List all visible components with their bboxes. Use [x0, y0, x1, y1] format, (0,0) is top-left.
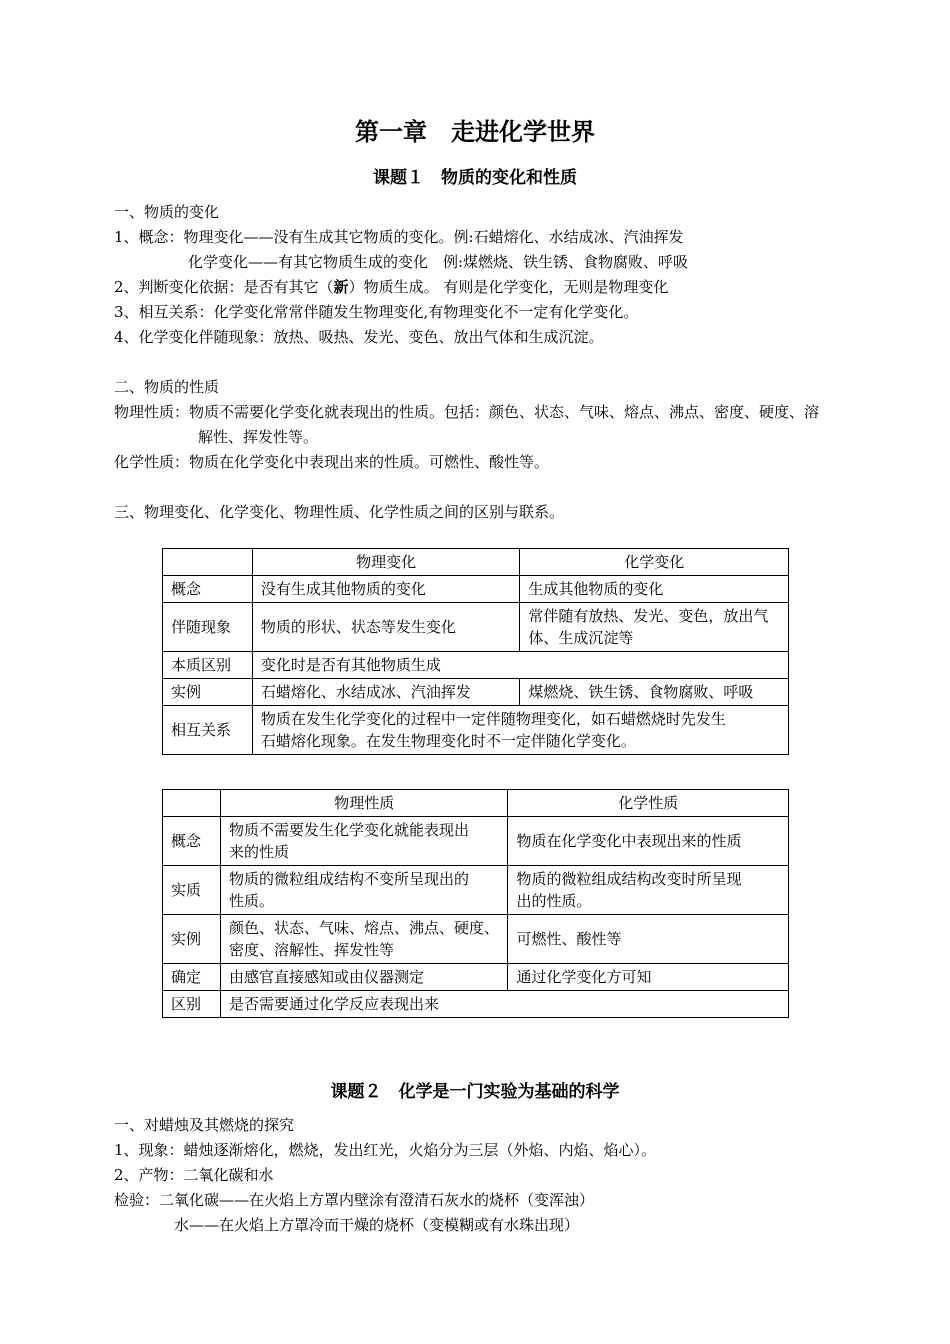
section-1-heading: 一、物质的变化	[114, 203, 220, 221]
table-header-cell: 物理变化	[252, 549, 520, 576]
table-header-cell	[163, 790, 221, 817]
cell-line: 石蜡熔化现象。在发生物理变化时不一定伴随化学变化。	[260, 732, 636, 750]
section-2-line-2: 化学性质：物质在化学变化中表现出来的性质。可燃性、酸性等。	[114, 453, 550, 471]
lesson-2-line-5: 水——在火焰上方罩冷而干燥的烧杯（变模糊或有水珠出现）	[174, 1216, 580, 1234]
property-comparison-table	[162, 789, 789, 1018]
table-cell: 实例	[163, 915, 221, 964]
table-row	[163, 915, 789, 964]
lesson-2-title: 课题２ 化学是一门实验为基础的科学	[330, 1082, 620, 1102]
lesson-2-line-2: 1、现象：蜡烛逐渐熔化，燃烧，发出红光，火焰分为三层（外焰、内焰、焰心）。	[114, 1141, 657, 1159]
table-header-cell: 化学性质	[508, 790, 789, 817]
change-comparison-table	[162, 548, 789, 755]
table-cell: 区别	[163, 991, 221, 1018]
table-cell: 煤燃烧、铁生锈、食物腐败、呼吸	[520, 679, 789, 706]
lesson-2-line-4: 检验：二氧化碳——在火焰上方罩内壁涂有澄清石灰水的烧杯（变浑浊）	[114, 1191, 595, 1209]
cell-line: 物质在发生化学变化的过程中一定伴随物理变化，如石蜡燃烧时先发生	[260, 710, 726, 728]
table-cell	[252, 706, 788, 755]
table-cell	[220, 866, 508, 915]
table-row	[163, 706, 789, 755]
section-1-line-3: 3、相互关系：化学变化常常伴随发生物理变化,有物理变化不一定有化学变化。	[114, 303, 639, 321]
cell-line: 物质不需要发生化学变化就能表现出	[228, 821, 469, 839]
section-3-heading: 三、物理变化、化学变化、物理性质、化学性质之间的区别与联系。	[114, 503, 565, 521]
cell-line: 体、生成沉淀等	[528, 629, 634, 647]
lesson-1-title: 课题１ 物质的变化和性质	[373, 168, 577, 188]
section-2-line-1b: 解性、挥发性等。	[198, 428, 319, 446]
table-cell	[508, 866, 789, 915]
table-row	[163, 991, 789, 1018]
section-2-line-1: 物理性质：物质不需要化学变化就表现出的性质。包括：颜色、状态、气味、熔点、沸点、密度、硬度、溶	[114, 403, 820, 421]
cell-line: 性质。	[228, 892, 274, 910]
table-cell: 确定	[163, 964, 221, 991]
table-row	[163, 603, 789, 652]
table-row	[163, 652, 789, 679]
table-header-cell: 化学变化	[520, 549, 789, 576]
table-cell	[220, 915, 508, 964]
table-header-cell: 物理性质	[220, 790, 508, 817]
cell-line: 出的性质。	[516, 892, 592, 910]
table-cell: 概念	[163, 576, 253, 603]
table-header-cell	[163, 549, 253, 576]
table-cell: 本质区别	[163, 652, 253, 679]
table-cell: 实质	[163, 866, 221, 915]
table-cell: 是否需要通过化学反应表现出来	[220, 991, 788, 1018]
table-cell	[520, 603, 789, 652]
table-row	[163, 679, 789, 706]
lesson-2-line-3: 2、产物：二氧化碳和水	[114, 1166, 274, 1184]
section-1-line-2	[114, 277, 668, 297]
table-row	[163, 576, 789, 603]
section-2-heading: 二、物质的性质	[114, 378, 220, 396]
line-2-part-b: ）物质生成。 有则是化学变化，无则是物理变化	[348, 278, 669, 296]
section-1-line-1b: 化学变化——有其它物质生成的变化 例:煤燃烧、铁生锈、食物腐败、呼吸	[188, 253, 689, 271]
table-cell: 物质在化学变化中表现出来的性质	[508, 817, 789, 866]
table-cell: 通过化学变化方可知	[508, 964, 789, 991]
cell-line: 密度、溶解性、挥发性等	[228, 941, 394, 959]
table-cell: 相互关系	[163, 706, 253, 755]
table-row	[163, 549, 789, 576]
cell-line: 物质的微粒组成结构不变所呈现出的	[228, 870, 469, 888]
table-cell: 没有生成其他物质的变化	[252, 576, 520, 603]
table-cell	[220, 817, 508, 866]
table-cell: 实例	[163, 679, 253, 706]
table-cell: 可燃性、酸性等	[508, 915, 789, 964]
table-cell: 物质的形状、状态等发生变化	[252, 603, 520, 652]
line-2-part-a: 2、判断变化依据：是否有其它（	[114, 278, 334, 296]
table-row	[163, 790, 789, 817]
table-row	[163, 964, 789, 991]
table-cell: 变化时是否有其他物质生成	[252, 652, 788, 679]
table-row	[163, 866, 789, 915]
cell-line: 物质的微粒组成结构改变时所呈现	[516, 870, 742, 888]
section-1-line-4: 4、化学变化伴随现象：放热、吸热、发光、变色、放出气体和生成沉淀。	[114, 328, 604, 346]
line-2-bold: 新	[333, 278, 349, 296]
cell-line: 来的性质	[228, 843, 289, 861]
cell-line: 颜色、状态、气味、熔点、沸点、硬度、	[228, 919, 499, 937]
table-cell: 概念	[163, 817, 221, 866]
table-row	[163, 817, 789, 866]
table-cell: 伴随现象	[163, 603, 253, 652]
table-cell: 石蜡熔化、水结成冰、汽油挥发	[252, 679, 520, 706]
cell-line: 常伴随有放热、发光、变色，放出气	[528, 607, 769, 625]
table-cell: 生成其他物质的变化	[520, 576, 789, 603]
table-cell: 由感官直接感知或由仪器测定	[220, 964, 508, 991]
lesson-2-line-1: 一、对蜡烛及其燃烧的探究	[114, 1116, 295, 1134]
chapter-title: 第一章 走进化学世界	[355, 117, 595, 146]
section-1-line-1: 1、概念：物理变化——没有生成其它物质的变化。例:石蜡熔化、水结成冰、汽油挥发	[114, 228, 684, 246]
